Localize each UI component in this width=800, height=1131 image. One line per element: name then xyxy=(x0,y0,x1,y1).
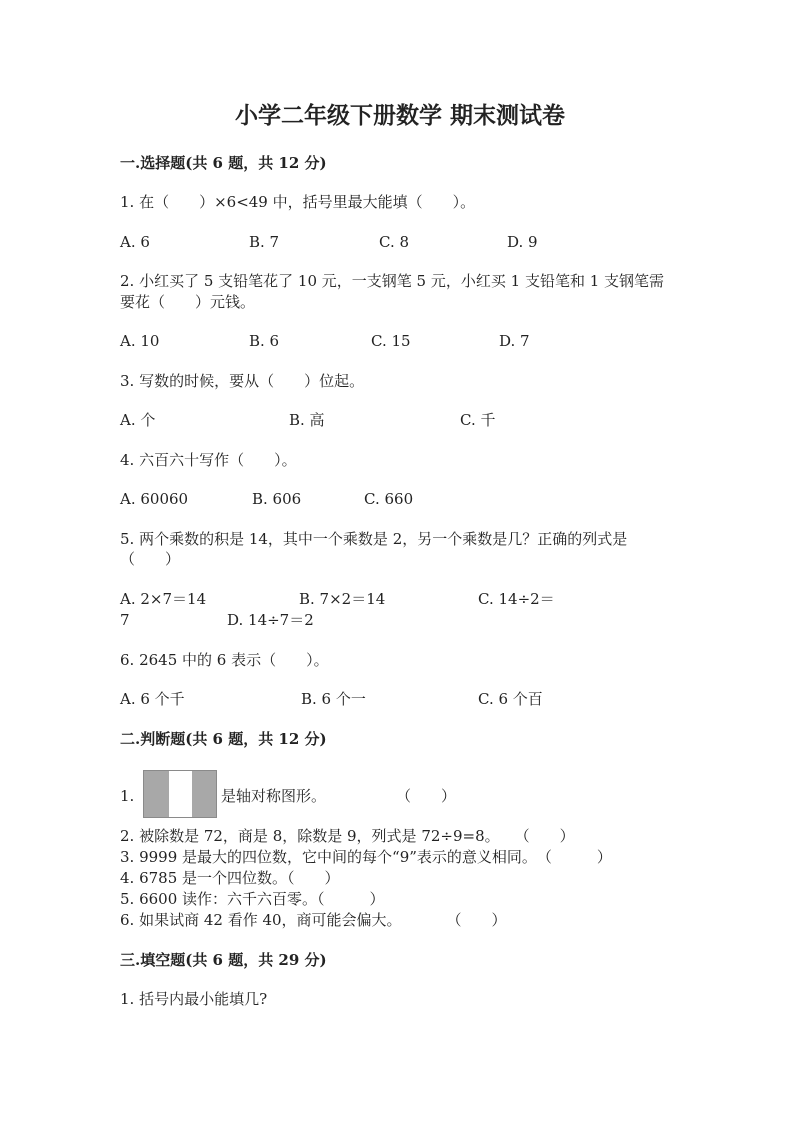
question-6-stem: 6. 2645 中的 6 表示（ ）。 xyxy=(120,651,329,669)
option-c: C. 6 个百 xyxy=(478,690,543,708)
option-c: C. 千 xyxy=(460,411,496,429)
judgement-item: 3. 9999 是最大的四位数，它中间的每个“9”表示的意义相同。 （ ） xyxy=(120,848,612,866)
option-b: B. 606 xyxy=(252,490,302,508)
option-a: A. 10 xyxy=(120,332,160,350)
question-4-stem: 4. 六百六十写作（ ）。 xyxy=(120,451,297,469)
judgement-1-answer-paren: （ ） xyxy=(396,787,457,805)
option-d: D. 9 xyxy=(507,233,538,251)
option-c: C. 8 xyxy=(379,233,410,251)
page-title: 小学二年级下册数学 期末测试卷 xyxy=(234,102,565,129)
fill-blank-1-stem: 1. 括号内最小能填几? xyxy=(120,990,268,1008)
question-2-stem-line1: 2. 小红买了 5 支铅笔花了 10 元，一支钢笔 5 元，小红买 1 支铅笔和 1 支钢笔需 xyxy=(120,272,665,290)
judgement-item: 4. 6785 是一个四位数。（ ） xyxy=(120,869,340,887)
symmetric-rectangle-figure xyxy=(143,770,217,818)
option-a: A. 60060 xyxy=(120,490,189,508)
option-c-continued: 7 xyxy=(120,611,130,629)
question-5-stem-line1: 5. 两个乘数的积是 14，其中一个乘数是 2，另一个乘数是几？正确的列式是 xyxy=(120,530,628,548)
option-c: C. 14÷2＝ xyxy=(478,590,555,608)
question-1-stem: 1. 在（ ）×6<49 中，括号里最大能填（ ）。 xyxy=(120,193,476,211)
option-c: C. 15 xyxy=(371,332,411,350)
option-d: D. 7 xyxy=(499,332,530,350)
option-b: B. 6 个一 xyxy=(301,690,366,708)
option-b: B. 6 xyxy=(249,332,280,350)
option-a: A. 个 xyxy=(120,411,156,429)
question-2-stem-line2: 要花（ ）元钱。 xyxy=(120,293,256,311)
judgement-1-text: 是轴对称图形。 xyxy=(221,787,327,805)
judgement-item: 2. 被除数是 72，商是 8，除数是 9，列式是 72÷9=8。 （ ） xyxy=(120,827,575,845)
question-3-stem: 3. 写数的时候，要从（ ）位起。 xyxy=(120,372,365,390)
judgement-1-number: 1. xyxy=(120,787,135,805)
option-d: D. 14÷7＝2 xyxy=(227,611,314,629)
section-heading-fill-blank: 三.填空题(共 6 题，共 29 分) xyxy=(120,951,327,969)
section-heading-judgement: 二.判断题(共 6 题，共 12 分) xyxy=(120,730,327,748)
figure-white-stripe xyxy=(169,771,192,817)
option-b: B. 高 xyxy=(289,411,325,429)
section-heading-choice: 一.选择题(共 6 题，共 12 分) xyxy=(120,154,327,172)
question-5-stem-line2: （ ） xyxy=(120,550,181,568)
judgement-item: 5. 6600 读作：六千六百零。（ ） xyxy=(120,890,385,908)
option-a: A. 6 个千 xyxy=(120,690,185,708)
option-b: B. 7 xyxy=(249,233,280,251)
option-a: A. 2×7＝14 xyxy=(120,590,207,608)
option-b: B. 7×2＝14 xyxy=(299,590,386,608)
judgement-item: 6. 如果试商 42 看作 40，商可能会偏大。 （ ） xyxy=(120,911,507,929)
option-a: A. 6 xyxy=(120,233,150,251)
option-c: C. 660 xyxy=(364,490,414,508)
